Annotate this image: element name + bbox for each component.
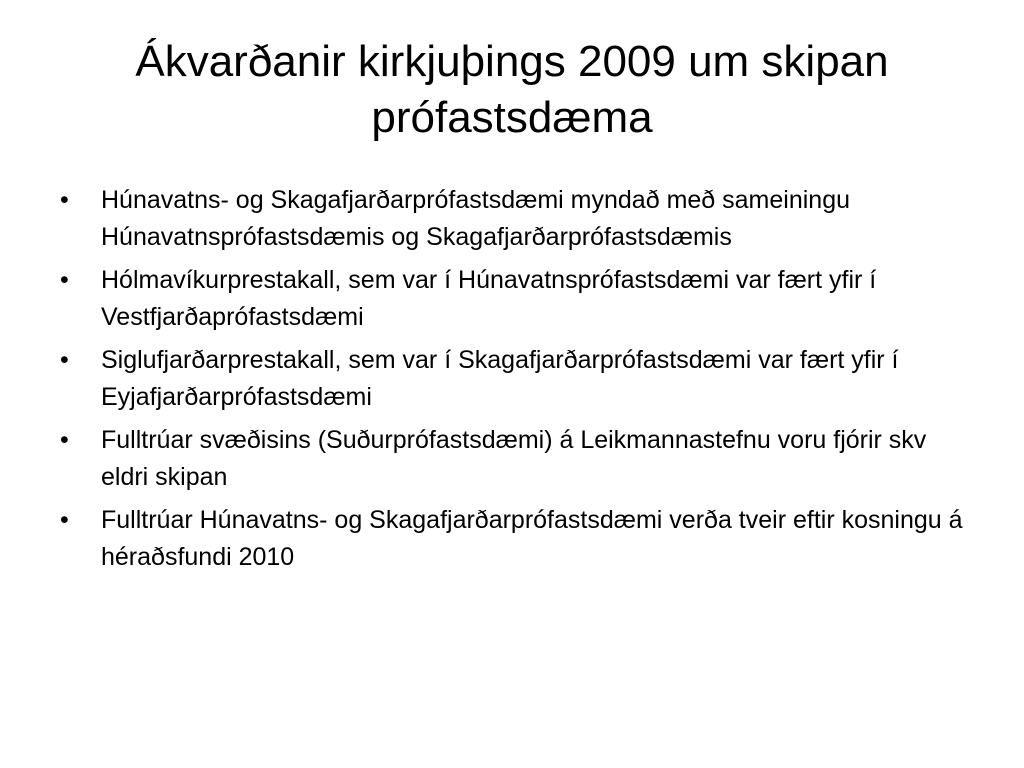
- bullet-list: [60, 182, 970, 582]
- bullet-icon: •: [60, 506, 69, 534]
- bullet-text: Siglufjarðarprestakall, sem var í Skagafjarðarprófastsdæmi var fært yfir í Eyjafjarðarprófastsdæmi: [101, 346, 899, 411]
- bullet-icon: •: [60, 426, 69, 454]
- bullet-icon: •: [60, 186, 69, 214]
- bullet-item: [60, 262, 970, 336]
- bullet-text: Fulltrúar svæðisins (Suðurprófastsdæmi) á Leikmannastefnu voru fjórir skv eldri skipan: [101, 426, 927, 491]
- slide-title: Ákvarðanir kirkjuþings 2009 um skipan prófastsdæma: [135, 37, 889, 142]
- bullet-icon: •: [60, 266, 69, 294]
- bullet-item: [60, 502, 970, 576]
- bullet-item: [60, 182, 970, 256]
- bullet-icon: •: [60, 346, 69, 374]
- bullet-text: Fulltrúar Húnavatns- og Skagafjarðarprófastsdæmi verða tveir eftir kosningu á héraðsfundi 2010: [101, 506, 963, 571]
- bullet-item: [60, 342, 970, 416]
- bullet-item: [60, 422, 970, 496]
- bullet-text: Hólmavíkurprestakall, sem var í Húnavatnsprófastsdæmi var fært yfir í Vestfjarðaprófastsdæmi: [101, 266, 877, 331]
- bullet-text: Húnavatns- og Skagafjarðarprófastsdæmi myndað með sameiningu Húnavatnsprófastsdæmis og Skagafjarðarprófastsdæmis: [101, 186, 850, 251]
